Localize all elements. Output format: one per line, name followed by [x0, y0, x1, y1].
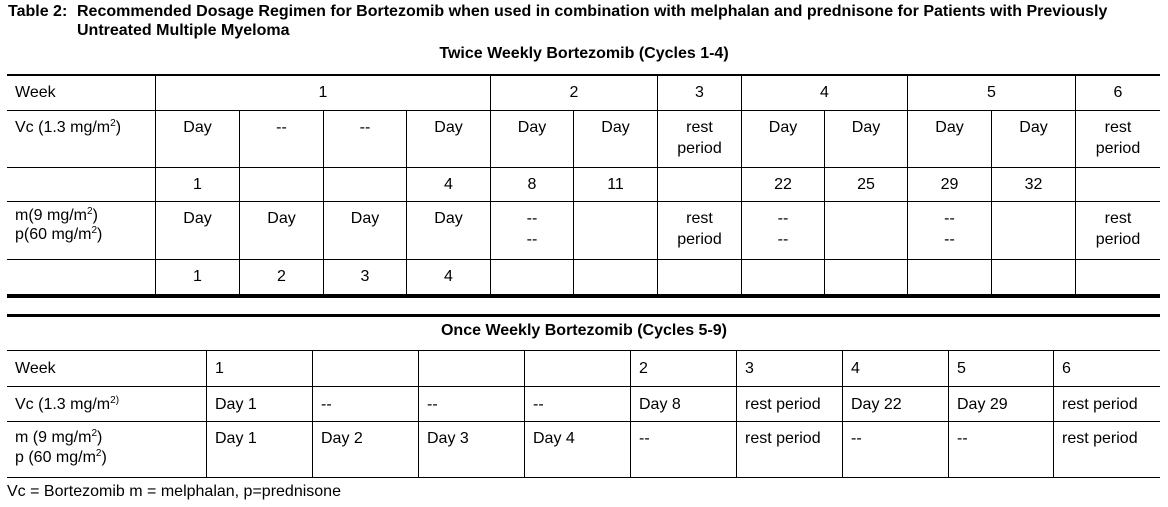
mp-label-m-text: m(9 mg/m [15, 207, 87, 224]
vc-day-cell [239, 168, 323, 202]
mp-label-m [15, 206, 155, 225]
vc-day-number: 1 [193, 176, 202, 193]
mp-label [7, 422, 206, 478]
mp-day-cell [1075, 260, 1160, 295]
mp-day-cell [991, 260, 1075, 295]
mp-cell-text: -- [957, 430, 968, 447]
week-header-cell [418, 351, 524, 386]
mp-cell-text: Day 2 [321, 430, 363, 447]
vc-cell [312, 387, 418, 422]
mp-cell [524, 422, 630, 478]
vc-day-number: 8 [527, 176, 537, 193]
vc-day-number: 25 [857, 176, 875, 193]
vc-label-sup: 2 [110, 118, 116, 129]
mp-cell-text: Day 1 [215, 430, 257, 447]
vc-cell [524, 387, 630, 422]
mp-cell-text: Day 3 [427, 430, 469, 447]
vc-label-text: Vc (1.3 mg/m [15, 396, 111, 413]
mp-day-cell [741, 260, 824, 295]
mp-label-m-close: ) [97, 429, 103, 446]
table-row [7, 167, 1160, 202]
vc-cell-text: Day [851, 119, 881, 136]
week-header-cell [312, 351, 418, 386]
twice-weekly-title: Twice Weekly Bortezomib (Cycles 1-4) [439, 45, 729, 62]
vc-label [7, 387, 206, 422]
vc-day-number: 11 [607, 176, 624, 193]
mp-cell-text: Day 4 [533, 430, 575, 447]
mp-cell-text: -- -- [944, 210, 955, 248]
vc-day-cell [573, 168, 657, 202]
mp-cell [991, 202, 1075, 260]
vc-cell [842, 387, 948, 422]
vc-label-wrap [15, 394, 119, 415]
mp-day-cell [155, 260, 239, 295]
vc-cell-text: -- [427, 396, 438, 413]
vc-label [7, 111, 155, 168]
mp-cell [736, 422, 842, 478]
mp-cell [239, 202, 323, 260]
mp-day-cell [573, 260, 657, 295]
mp-cell-text: Day [267, 210, 296, 227]
vc-cell [948, 387, 1053, 422]
vc-cell [824, 111, 907, 168]
week-header-5 [907, 76, 1075, 110]
vc-cell-text: Day 8 [639, 396, 681, 413]
vc-day-cell [490, 168, 573, 202]
once-weekly-table [7, 350, 1160, 478]
vc-cell-text: Day [1019, 119, 1048, 136]
mp-cell [418, 422, 524, 478]
week-number: 6 [1113, 84, 1123, 101]
vc-day-number: 4 [444, 176, 453, 193]
mp-cell-text: Day [350, 210, 380, 227]
mp-day-cell [657, 260, 741, 295]
vc-day-cell [741, 168, 824, 202]
week-header-cell [736, 351, 842, 386]
mp-cell [842, 422, 948, 478]
mp-day-cell [907, 260, 991, 295]
table-row [7, 386, 1160, 422]
vc-day-cell [824, 168, 907, 202]
mp-cell [323, 202, 406, 260]
vc-day-cell [406, 168, 490, 202]
mp-label-m-sup: 2 [91, 428, 98, 439]
vc-cell [1053, 387, 1160, 422]
mp-day-cell [406, 260, 490, 295]
mp-cell [406, 202, 490, 260]
mp-label-m-text: m (9 mg/m [15, 429, 92, 446]
vc-cell-text: Day [434, 119, 463, 136]
mp-label-m-close: ) [92, 207, 98, 224]
vc-day-cell [907, 168, 991, 202]
mp-cell-text: -- [851, 430, 862, 447]
week-header-cell [1053, 351, 1160, 386]
vc-cell [490, 111, 573, 168]
vc-cell-text: Day 1 [215, 396, 257, 413]
week-number: 2 [569, 84, 579, 101]
vc-cell [155, 111, 239, 168]
week-header-cell [630, 351, 736, 386]
week-label [7, 351, 206, 386]
vc-cell-text: Day [768, 119, 798, 136]
mp-label-p [15, 448, 206, 468]
vc-cell-text: -- [533, 396, 544, 413]
mp-day-number: 1 [193, 268, 202, 285]
week-header-3 [657, 76, 741, 110]
mp-cell [657, 202, 741, 260]
mp-cell [630, 422, 736, 478]
empty-cell [7, 168, 155, 202]
mp-label-p [15, 225, 155, 244]
twice-weekly-table [7, 74, 1160, 298]
mp-cell [1075, 202, 1160, 260]
mp-day-number: 2 [277, 268, 286, 285]
week-number: 1 [215, 360, 224, 377]
mp-cell-text: rest period [1095, 210, 1141, 248]
vc-cell [991, 111, 1075, 168]
week-number: 6 [1062, 360, 1071, 377]
mp-day-cell [323, 260, 406, 295]
week-number: 5 [957, 360, 966, 377]
mp-day-number: 4 [444, 268, 453, 285]
vc-day-number: 29 [940, 176, 959, 193]
vc-cell-text: Day [601, 119, 630, 136]
mp-label-m [15, 428, 206, 448]
week-number: 3 [745, 360, 754, 377]
vc-day-cell [323, 168, 406, 202]
vc-cell-text: Day 29 [957, 396, 1008, 413]
mp-label-m-sup: 2 [87, 206, 93, 217]
vc-cell-text: rest period [1062, 396, 1138, 413]
mp-cell [155, 202, 239, 260]
vc-day-cell [991, 168, 1075, 202]
vc-cell-text: rest period [745, 396, 821, 413]
mp-cell-text: Day [434, 210, 463, 227]
vc-cell [657, 111, 741, 168]
mp-cell-text: Day [183, 210, 212, 227]
vc-cell [418, 387, 524, 422]
mp-cell-text: rest period [677, 210, 722, 248]
vc-cell [239, 111, 323, 168]
vc-label-text: Vc (1.3 mg/m [15, 119, 111, 136]
vc-label-sup: 2) [110, 395, 120, 406]
week-header-4 [741, 76, 907, 110]
mp-label-p-sup: 2 [95, 448, 102, 459]
mp-label-p-sup: 2 [91, 225, 98, 236]
mp-cell [824, 202, 907, 260]
mp-cell [1053, 422, 1160, 478]
week-label [7, 76, 155, 110]
vc-day-cell [1075, 168, 1160, 202]
vc-cell-text: -- [276, 119, 287, 136]
week-number: 5 [987, 84, 996, 101]
table-row [7, 110, 1160, 168]
vc-day-number: 22 [774, 176, 792, 193]
mp-day-cell [239, 260, 323, 295]
mp-cell [907, 202, 991, 260]
mp-label-p-close: ) [101, 449, 107, 466]
week-number: 1 [318, 84, 328, 101]
vc-cell-text: -- [321, 396, 332, 413]
mp-cell-text: -- [639, 430, 650, 447]
mp-day-number: 3 [360, 268, 370, 285]
vc-cell-text: Day [183, 119, 212, 136]
vc-day-cell [657, 168, 741, 202]
week-label-text: Week [15, 84, 56, 101]
week-header-2 [490, 76, 657, 110]
vc-cell [736, 387, 842, 422]
week-label-text: Week [15, 360, 56, 377]
week-header-cell [842, 351, 948, 386]
mp-cell [206, 422, 312, 478]
vc-cell-text: rest period [677, 119, 722, 157]
vc-cell [406, 111, 490, 168]
vc-cell [907, 111, 991, 168]
mp-cell [312, 422, 418, 478]
week-number: 2 [639, 360, 648, 377]
vc-cell [573, 111, 657, 168]
mp-label-p-text: p(60 mg/m [15, 226, 92, 243]
vc-cell-text: Day [517, 119, 547, 136]
vc-cell-text: rest period [1095, 119, 1141, 157]
mp-cell-text: rest period [1062, 430, 1138, 447]
week-header-cell [206, 351, 312, 386]
table-row [7, 259, 1160, 295]
empty-cell [7, 260, 155, 295]
vc-label-close: ) [115, 119, 122, 136]
mp-label-p-close: ) [97, 226, 103, 243]
footnote: Vc = Bortezomib m = melphalan, p=prednisone [7, 483, 341, 500]
vc-day-cell [155, 168, 239, 202]
mp-cell-text: -- -- [526, 210, 538, 248]
mp-cell [490, 202, 573, 260]
mp-day-cell [824, 260, 907, 295]
week-number: 3 [695, 84, 704, 101]
caption-label: Table 2: [8, 3, 68, 20]
week-header-6 [1075, 76, 1160, 110]
vc-cell [323, 111, 406, 168]
once-weekly-top-rule [7, 314, 1160, 317]
mp-cell [573, 202, 657, 260]
mp-cell [948, 422, 1053, 478]
week-header-cell [524, 351, 630, 386]
week-number: 4 [820, 84, 829, 101]
mp-label [7, 202, 155, 260]
vc-cell-text: Day 22 [851, 396, 902, 413]
vc-cell [741, 111, 824, 168]
mp-cell-text: -- -- [777, 210, 789, 248]
mp-day-cell [490, 260, 573, 295]
table-row [7, 421, 1160, 478]
vc-cell [1075, 111, 1160, 168]
caption-text: Recommended Dosage Regimen for Bortezomib when used in combination with melphalan and prednisone for Patients with Previously Untreated Multiple Myeloma [77, 3, 1108, 39]
mp-cell-text: rest period [745, 430, 821, 447]
table-row [7, 351, 1160, 386]
vc-day-number: 32 [1024, 176, 1043, 193]
vc-cell [630, 387, 736, 422]
week-number: 4 [851, 360, 860, 377]
once-weekly-title: Once Weekly Bortezomib (Cycles 5-9) [440, 322, 728, 339]
week-header-1 [155, 76, 490, 110]
vc-cell [206, 387, 312, 422]
table-row [7, 201, 1160, 260]
table-row [7, 76, 1160, 110]
vc-cell-text: Day [935, 119, 964, 136]
mp-label-p-text: p (60 mg/m [15, 449, 96, 466]
mp-cell [741, 202, 824, 260]
vc-cell-text: -- [359, 119, 371, 136]
week-header-cell [948, 351, 1053, 386]
